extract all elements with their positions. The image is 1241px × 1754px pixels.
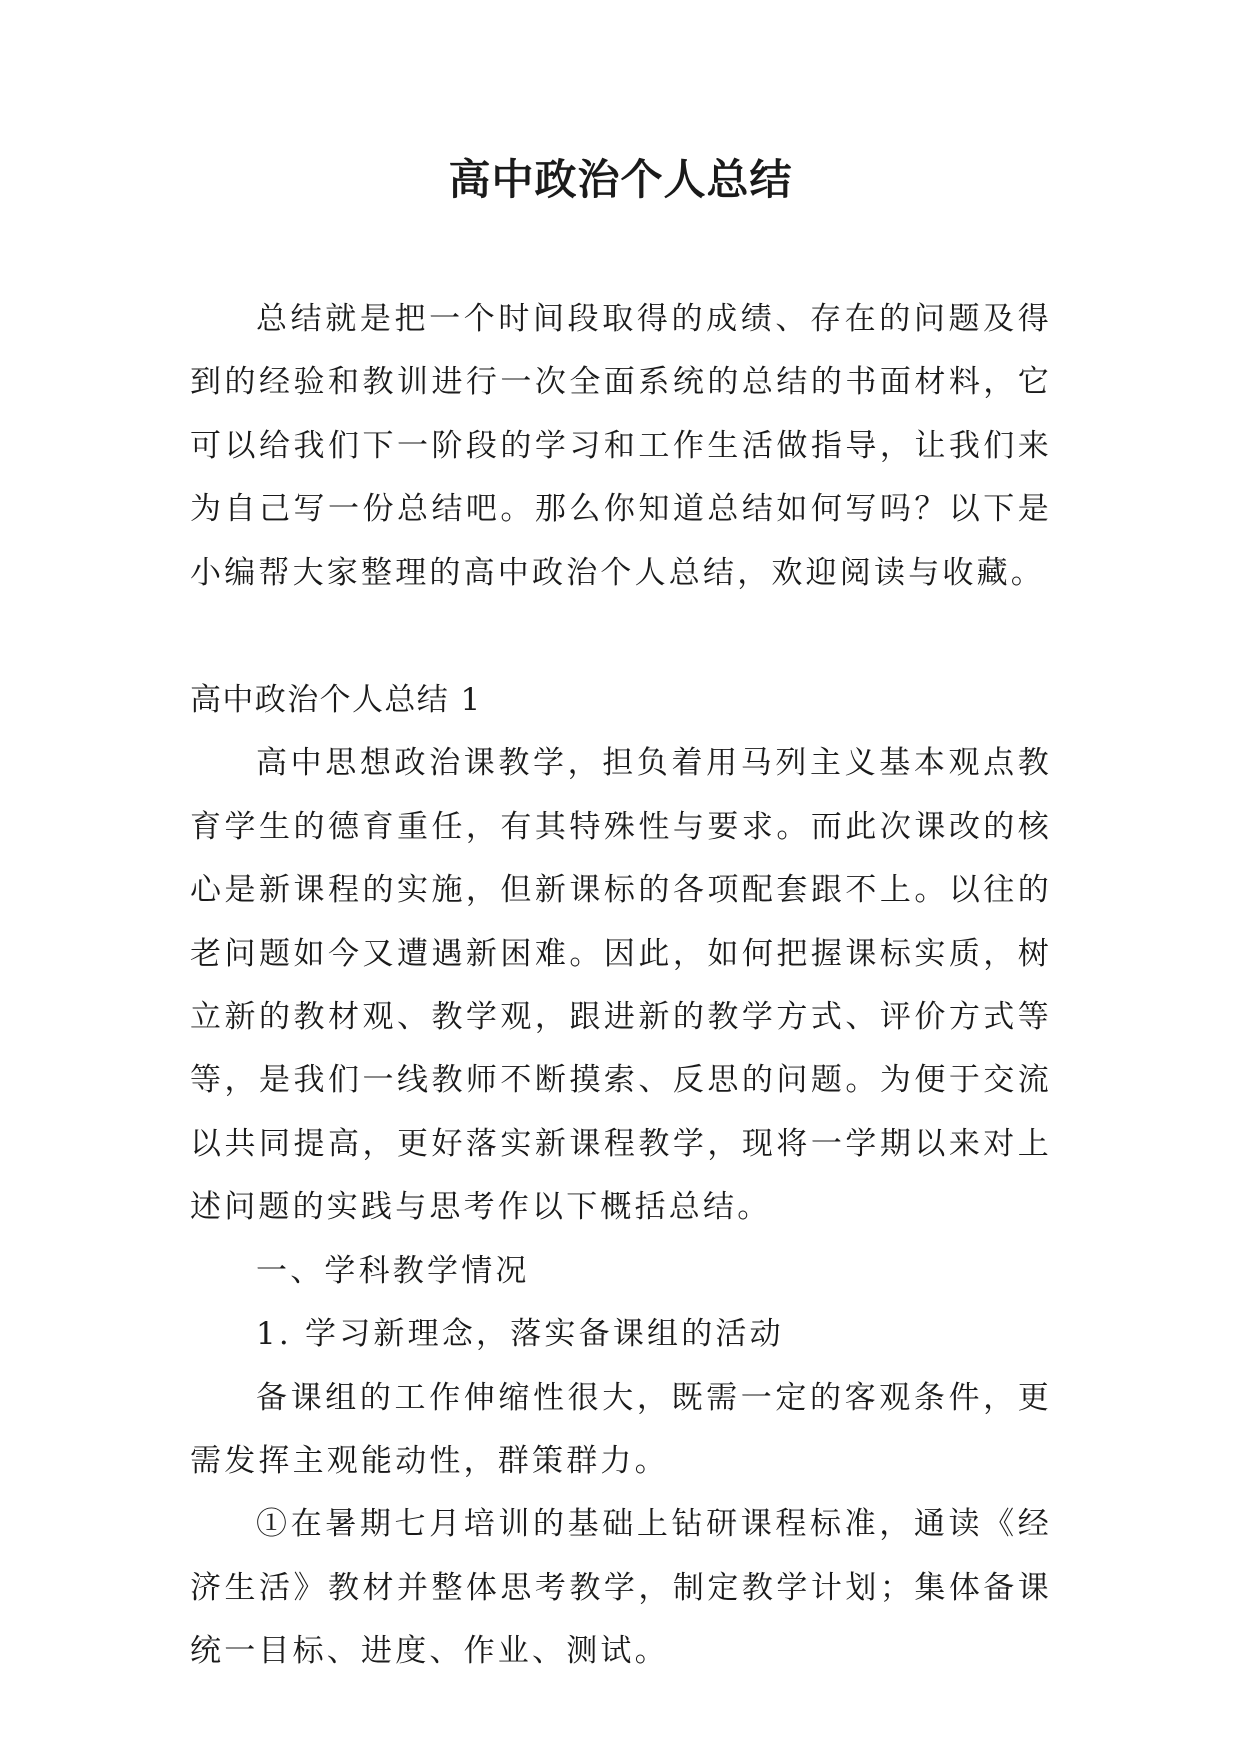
subheading: 1. 学习新理念，落实备课组的活动: [256, 1316, 784, 1353]
body-paragraph: 备课组的工作伸缩性很大，既需一定的客观条件，更需发挥主观能动性，群策群力。: [190, 1379, 1052, 1479]
subheading: 一、学科教学情况: [256, 1252, 530, 1289]
document-body: [190, 288, 1052, 1684]
body-paragraph: 高中思想政治课教学，担负着用马列主义基本观点教育学生的德育重任，有其特殊性与要求。而此次课改的核心是新课程的实施，但新课标的各项配套跟不上。以往的老问题如今又遭遇新困难。因此，如何把握课标实质，树立新的教材观、教学观，跟进新的教学方式、评价方式等等，是我们一线教师不断摸索、反思的问题。为便于交流以共同提高，更好落实新课程教学，现将一学期以来对上述问题的实践与思考作以下概括总结。: [190, 745, 1052, 1226]
intro-paragraph: 总结就是把一个时间段取得的成绩、存在的问题及得到的经验和教训进行一次全面系统的总结的书面材料，它可以给我们下一阶段的学习和工作生活做指导，让我们来为自己写一份总结吧。那么你知道总结如何写吗？以下是小编帮大家整理的高中政治个人总结，欢迎阅读与收藏。: [190, 301, 1052, 591]
paragraph-spacer: [190, 605, 1052, 669]
document-title: 高中政治个人总结: [448, 155, 793, 204]
section-heading: 高中政治个人总结 1: [190, 682, 482, 719]
body-paragraph: ①在暑期七月培训的基础上钻研课程标准，通读《经济生活》教材并整体思考教学，制定教学计划；集体备课统一目标、进度、作业、测试。: [190, 1506, 1052, 1670]
